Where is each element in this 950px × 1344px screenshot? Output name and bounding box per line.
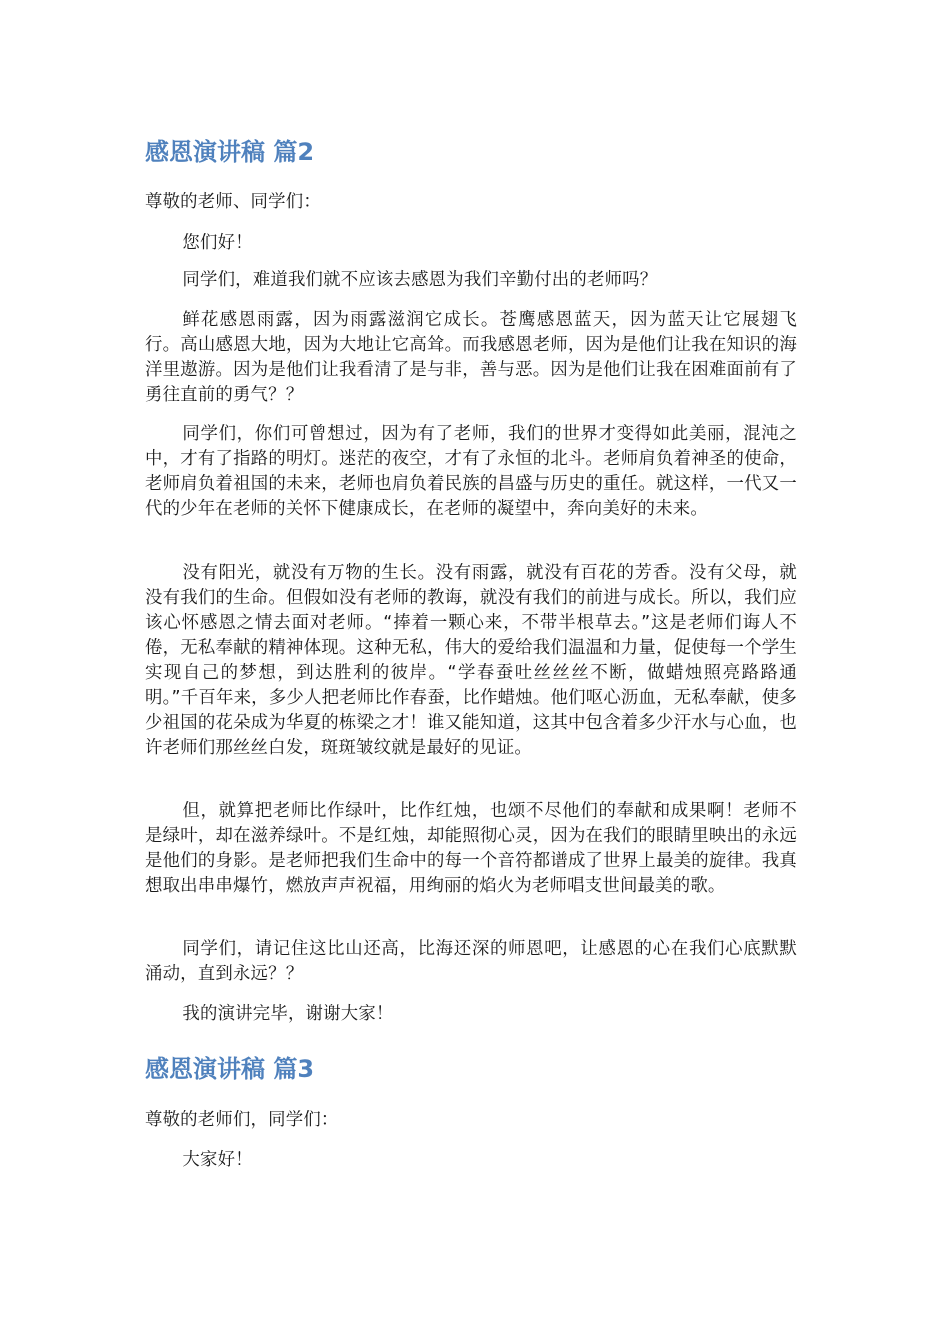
paragraph: [145, 937, 797, 987]
paragraph-text: 同学们，难道我们就不应该去感恩为我们辛勤付出的老师吗？: [182, 270, 658, 290]
paragraph-text: 同学们，你们可曾想过，因为有了老师，我们的世界才变得如此美丽，混沌之中，才有了指路的明灯。迷茫的夜空，才有了永恒的北斗。老师肩负着神圣的使命，老师肩负着祖国的未来，老师也肩负着民族的昌盛与历史的重任。就这样，一代又一代的少年在老师的关怀下健康成长，在老师的凝望中，奔向美好的未来。: [145, 424, 797, 519]
paragraph: [145, 1148, 797, 1173]
paragraph: [145, 231, 797, 256]
paragraph: [145, 799, 797, 899]
salutation: [145, 190, 797, 215]
salutation: [145, 1108, 797, 1133]
section-title: 感恩演讲稿 篇2: [145, 138, 315, 166]
paragraph-text: 没有阳光，就没有万物的生长。没有雨露，就没有百花的芳香。没有父母，就没有我们的生命。但假如没有老师的教诲，就没有我们的前进与成长。所以，我们应该心怀感恩之情去面对老师。“捧着一颗心来，不带半根草去。”这是老师们诲人不倦，无私奉献的精神体现。这种无私，伟大的爱给我们温温和力量，促使每一个学生实现自己的梦想，到达胜利的彼岸。“学春蚕吐丝丝丝不断，做蜡烛照亮路路通明。”千百年来，多少人把老师比作春蚕，比作蜡烛。他们呕心沥血，无私奉献，使多少祖国的花朵成为华夏的栋梁之才！谁又能知道，这其中包含着多少汗水与心血，也许老师们那丝丝白发，斑斑皱纹就是最好的见证。: [145, 563, 797, 758]
paragraph: [145, 422, 797, 522]
paragraph-text: 鲜花感恩雨露，因为雨露滋润它成长。苍鹰感恩蓝天，因为蓝天让它展翅飞行。高山感恩大地，因为大地让它高耸。而我感恩老师，因为是他们让我在知识的海洋里遨游。因为是他们让我看清了是与非，善与恶。因为是他们让我在困难面前有了勇往直前的勇气？？: [145, 310, 797, 405]
paragraph: [145, 308, 797, 408]
paragraph-text: 大家好！: [182, 1150, 253, 1170]
paragraph: [145, 268, 797, 293]
paragraph-text: 同学们，请记住这比山还高，比海还深的师恩吧，让感恩的心在我们心底默默涌动，直到永远？？: [145, 939, 797, 984]
salutation-text: 尊敬的老师、同学们：: [145, 192, 321, 212]
paragraph-text: 您们好！: [182, 233, 253, 253]
section-title: 感恩演讲稿 篇3: [145, 1055, 315, 1083]
paragraph-text: 但，就算把老师比作绿叶，比作红烛，也颂不尽他们的奉献和成果啊！老师不是绿叶，却在滋养绿叶。不是红烛，却能照彻心灵，因为在我们的眼睛里映出的永远是他们的身影。是老师把我们生命中的每一个音符都谱成了世界上最美的旋律。我真想取出串串爆竹，燃放声声祝福，用绚丽的焰火为老师唱支世间最美的歌。: [145, 801, 797, 896]
paragraph: [145, 1002, 797, 1027]
salutation-text: 尊敬的老师们，同学们：: [145, 1110, 339, 1130]
paragraph: [145, 561, 797, 761]
paragraph-text: 我的演讲完毕，谢谢大家！: [182, 1004, 394, 1024]
